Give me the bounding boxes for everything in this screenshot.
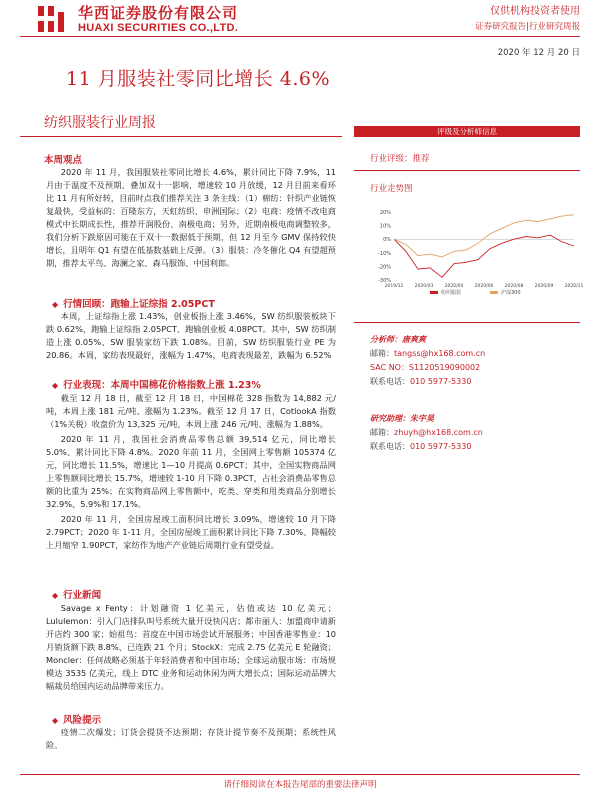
report-type: 证券研究报告|行业研究周报 — [475, 22, 580, 32]
x-tick-label: 2020/09 — [534, 284, 554, 289]
x-tick-label: 2020/03 — [414, 284, 434, 289]
company-logo-icon — [36, 4, 66, 34]
analyst2-email-link[interactable]: zhuyh@hx168.com.cn — [394, 428, 483, 437]
analyst1-block — [370, 333, 485, 389]
section-heading-risk: ◆ 风险提示 — [52, 715, 102, 726]
risk-paragraph: 疫情二次爆发；订货会提货不达预期；存货计提节奏不及预期；系统性风险。 — [46, 727, 336, 750]
section-heading-view: 本周观点 — [44, 155, 83, 166]
x-tick-label: 2020/04 — [444, 284, 464, 289]
legend-swatch — [490, 291, 498, 294]
sidebar-header: 评级及分析师信息 — [354, 126, 580, 137]
triangle-bullet-icon: ◆ — [52, 300, 59, 309]
subtitle-divider — [20, 136, 342, 137]
report-date: 2020 年 12 月 20 日 — [497, 48, 580, 58]
company-name-cn: 华西证券股份有限公司 — [78, 4, 239, 22]
industry-rating: 行业评级：推荐 — [370, 154, 430, 164]
report-title: 11 月服装社零同比增长 4.6% — [66, 68, 331, 90]
triangle-bullet-icon: ◆ — [52, 591, 59, 600]
y-tick-label: -10% — [378, 250, 391, 257]
x-tick-label: 2020/08 — [504, 284, 524, 289]
legend-label: 纺织服装 — [441, 290, 462, 296]
analyst1-email-row: 邮箱：tangss@hx168.com.cn — [370, 349, 486, 358]
triangle-bullet-icon: ◆ — [52, 381, 59, 390]
analyst1-email-link[interactable]: tangss@hx168.com.cn — [394, 349, 486, 358]
y-tick-label: 10% — [379, 223, 391, 230]
report-subtitle: 纺织服装行业周报 — [44, 115, 156, 131]
industry-paragraphs: 截至 12 月 18 日，截至 12 月 18 日，中国棉花 328 指数为 14,882 元/吨，本周上涨 181 元/吨、涨幅为 1.23%。截至 12 月 17 日，CotlookA 指数（1%关税）收盘价为 13,325 元/吨，本周上涨 246 元/吨、涨幅为 1.88%。 2020 年 11 月，我国社会消费品零售总额 39,514 亿元，同比增长 5.0%、累计同比下降 4.8%。2020 年前 11 月，全国网上零售额 105374 亿元，同比增长 11.5%，增速比 1—10 月提高 0.6PCT；其中，全国实物商品网上零售额同比增长 15.7%，增速较 1-10 月下降 0.3PCT，占社会消费品零售总额的比重为 25%；在实物商品网上零售额中，吃类、穿类和用类商品分别增长 32.9%、5.9%和 17.1%。 2020 年 11 月，全国房屋竣工面积同比增长 3.09%，增速较 10 月下降 2.79PCT；2020 年 1-11 月，全国房屋竣工面积累计同比下降 7.30%、降幅较上月缩窄 1.90PCT，家纺作为地产产业链后周期行业有望受益。 — [46, 393, 336, 550]
legend-swatch — [430, 291, 438, 294]
news-paragraph: Savage x Fenty：计划融资 1 亿美元，估值或达 10 亿美元；Lululemon：引入门店排队叫号系统大量开设快闪店；都市丽人：加盟商申请新开店约 300 家；始祖鸟：首度在中国市场尝试开展服务；中国香港零售业：10 月销货额下跌 8.8%、已连跌 21 个月；StockX：完成 2.75 亿美元 E 轮融资；Moncler：任何战略必须基于年轻消费者和中国市场；全球运动服市场：市场规模达 3535 亿美元，线上 DTC 业务和运动休闲为两大增长点；国际运动品牌大幅裁员给国内运动品牌带来压力。 — [46, 603, 336, 691]
audience-note: 仅供机构投资者使用 — [490, 6, 580, 17]
sidebar-divider — [354, 170, 580, 171]
analyst2-block — [370, 412, 483, 454]
company-name-en: HUAXI SECURITIES CO.,LTD. — [78, 22, 239, 34]
analyst1-phone-row: 联系电话：010 5977-5330 — [370, 377, 472, 386]
triangle-bullet-icon: ◆ — [52, 716, 59, 725]
series-line-0 — [394, 235, 574, 277]
legal-notice: 请仔细阅读在本报告尾部的重要法律声明 — [223, 780, 377, 790]
analyst2-phone-row: 联系电话：010 5977-5330 — [370, 442, 472, 451]
header-divider — [20, 36, 580, 37]
y-tick-label: 0% — [383, 237, 391, 244]
view-paragraph: 2020 年 11 月，我国服装社零同比增长 4.6%，累计同比下降 7.9%，11 月由于温度不及预期、叠加双十一影响，增速较 10 月放缓，12 月目前来看环比 11 月有所好转，目前时点我们推荐关注 3 条主线：（1）棉纺：针织产业链恢复最快，受益标的：百隆东方，天虹纺织、申洲国际；（2）电商：疫情不改电商模式中长期成长性，推荐开润股份、南极电商；另外，近期南极电商调整较多，我们分析下跌原因可能在于双十一数据低于预期，但 12 月至今 GMV 保持较快增长，且明年 Q1 有望在低基数基础上反弹。（3）服装：冷冬催化 Q4 有望超预期，推荐太平鸟、海澜之家、森马服饰、中国利郎。 — [46, 167, 336, 268]
y-tick-label: 20% — [379, 210, 391, 216]
x-tick-label: 2020/06 — [474, 284, 494, 289]
analyst2-email-row: 邮箱：zhuyh@hx168.com.cn — [370, 428, 483, 437]
analyst2-name: 研究助理：朱宇昊 — [370, 414, 434, 423]
industry-trend-chart — [368, 208, 584, 300]
legend-label: 沪深300 — [501, 290, 521, 296]
sidebar-divider — [354, 322, 580, 323]
trend-chart-title: 行业走势图 — [370, 184, 413, 194]
section-heading-industry: ◆ 行业表现：本周中国棉花价格指数上涨 1.23% — [52, 380, 261, 391]
x-tick-label: 2019/12 — [384, 284, 404, 289]
analyst1-sac: SAC NO：S1120519090002 — [370, 363, 481, 372]
analyst1-name: 分析师：唐爽爽 — [370, 335, 426, 344]
section-heading-market: ◆ 行情回顾：跑输上证综指 2.05PCT — [52, 299, 215, 310]
y-tick-label: -20% — [378, 264, 391, 271]
footer-divider — [20, 774, 580, 775]
y-tick-label: -30% — [378, 278, 391, 284]
section-heading-news: ◆ 行业新闻 — [52, 590, 102, 601]
market-paragraph: 本周，上证综指上涨 1.43%，创业板指上涨 3.46%，SW 纺织服装板块下跌 0.62%，跑输上证综指 2.05PCT、跑输创业板 4.08PCT。其中，SW 纺织制造上涨 0.05%、SW 服装家纺下跌 1.08%。目前，SW 纺织服装行业 PE 为 20.86。本周，家纺表现最好，涨幅为 1.47%，电商表现最差，跌幅为 6.52% — [46, 311, 336, 360]
x-tick-label: 2020/11 — [564, 284, 584, 289]
